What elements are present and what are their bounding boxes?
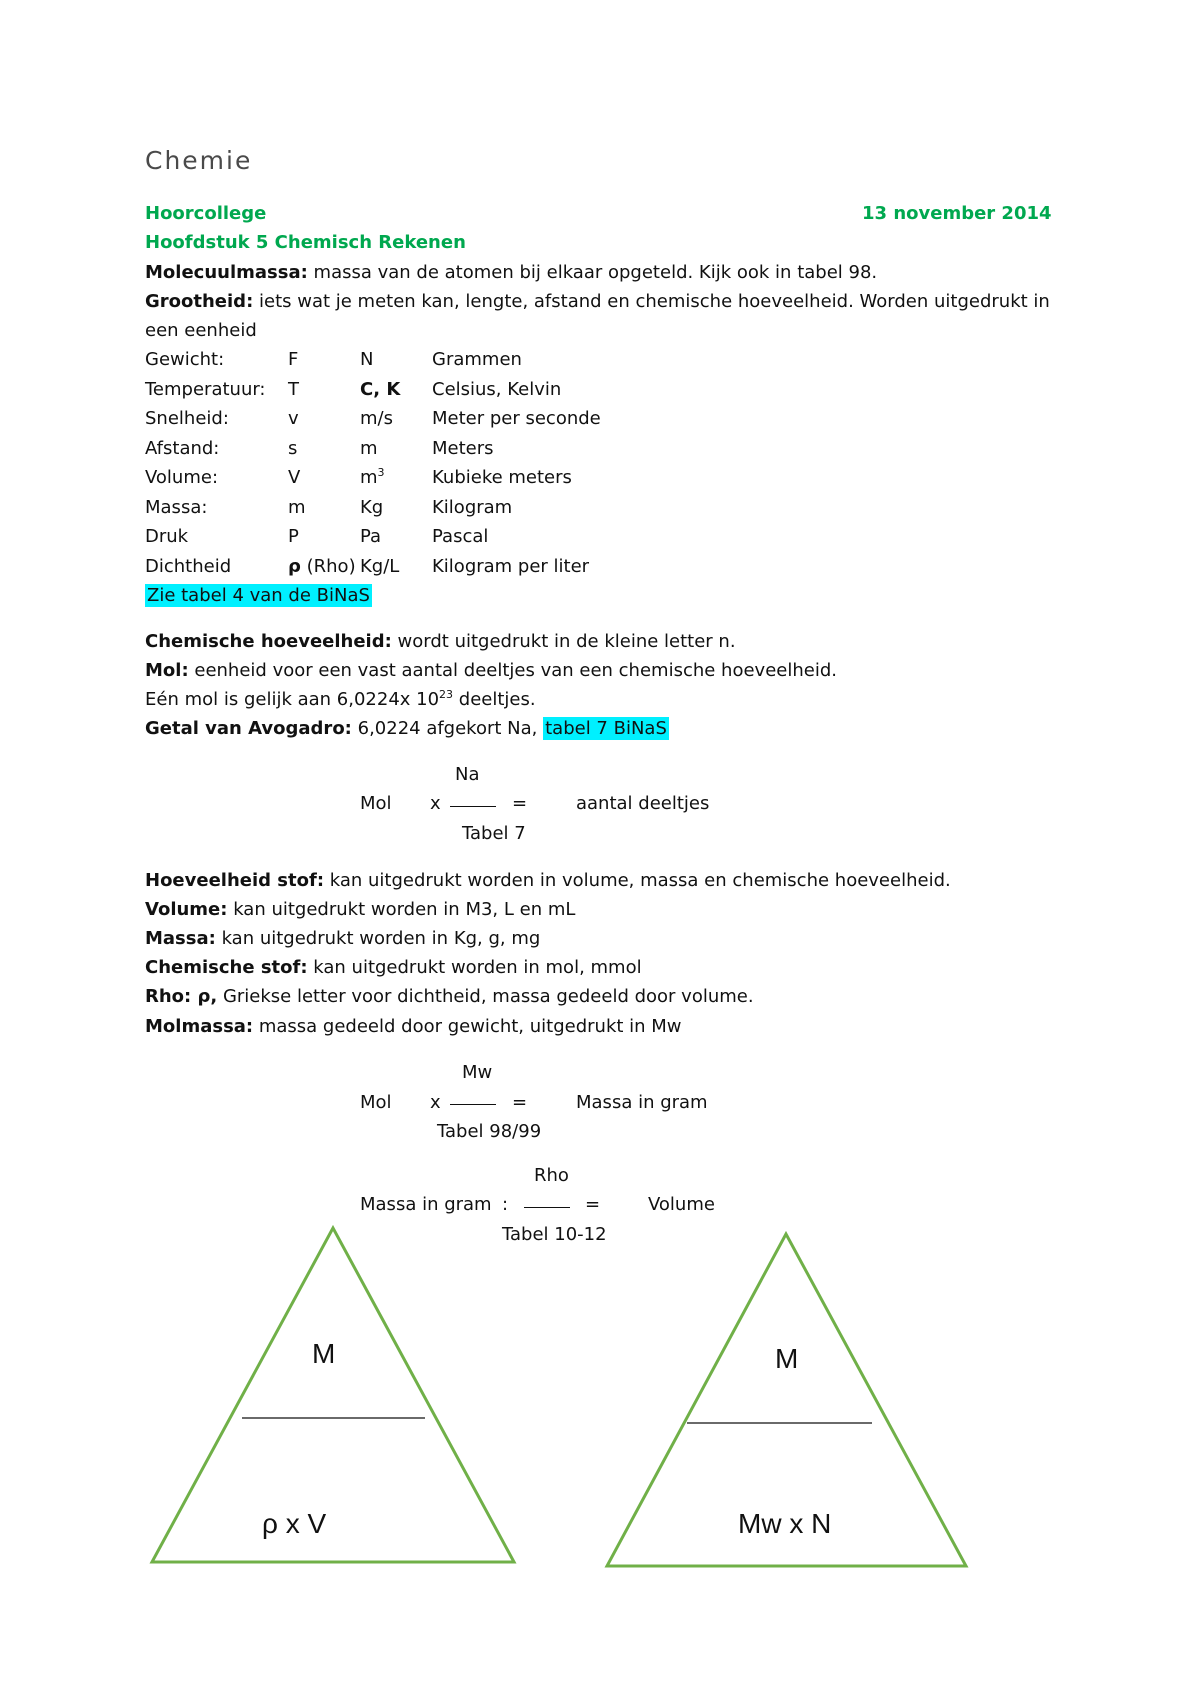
- table-cell: Grammen: [432, 349, 522, 370]
- table-cell: Dichtheid: [145, 555, 232, 577]
- triangle-right-top: M: [775, 1343, 799, 1374]
- table-cell: T: [288, 378, 299, 400]
- table-cell: m/s: [360, 408, 393, 429]
- table-cell: m: [360, 437, 378, 459]
- table-cell: Pascal: [432, 526, 489, 547]
- formula2-mol: Mol: [360, 1092, 392, 1113]
- para-grootheid: Grootheid: iets wat je meten kan, lengte, afstand en chemische hoeveelheid. Worden uitgedrukt in: [145, 291, 1050, 312]
- table-cell: Massa:: [145, 496, 208, 518]
- table-cell: Druk: [145, 526, 189, 547]
- formula2-denominator: Tabel 98/99: [437, 1121, 542, 1142]
- para-hoeveelheid-stof: Hoeveelheid stof: kan uitgedrukt worden in volume, massa en chemische hoeveelheid.: [145, 870, 951, 891]
- triangle-left-top: M: [312, 1338, 336, 1369]
- triangle-left-outline: [152, 1228, 514, 1562]
- para-massa: Massa: kan uitgedrukt worden in Kg, g, mg: [145, 928, 541, 949]
- formula3-left: Massa in gram: [360, 1194, 492, 1215]
- formula1-equals: =: [512, 793, 528, 814]
- table-cell: Temperatuur:: [145, 378, 266, 400]
- table-cell: Kg/L: [360, 555, 400, 577]
- table-cell: Pa: [360, 526, 382, 547]
- header-date: 13 november 2014: [862, 203, 1052, 224]
- table-cell: Meters: [432, 437, 494, 459]
- chapter-heading: Hoofdstuk 5 Chemisch Rekenen: [145, 232, 466, 253]
- formula2-equals: =: [512, 1092, 528, 1113]
- formula3-divide: :: [502, 1194, 509, 1215]
- formula3-equals: =: [585, 1194, 601, 1215]
- table-cell: N: [360, 349, 374, 370]
- table-cell: C, K: [360, 378, 401, 400]
- formula2-result: Massa in gram: [576, 1092, 708, 1113]
- table-cell: m: [288, 496, 306, 518]
- page-title: Chemie: [145, 146, 253, 175]
- para-rho: Rho: ρ, Griekse letter voor dichtheid, massa gedeeld door volume.: [145, 986, 754, 1007]
- table-cell: Volume:: [145, 467, 219, 488]
- header-left: Hoorcollege: [145, 203, 267, 224]
- table-cell: s: [288, 437, 298, 459]
- formula3-denominator: Tabel 10-12: [502, 1224, 607, 1245]
- table-cell: Kg: [360, 496, 384, 518]
- table-cell: Gewicht:: [145, 349, 225, 370]
- table-cell: P: [288, 526, 299, 547]
- table-cell: Afstand:: [145, 437, 220, 459]
- volume-unit-exponent: 3: [377, 466, 385, 479]
- para-chemische-hoeveelheid: Chemische hoeveelheid: wordt uitgedrukt in de kleine letter n.: [145, 631, 736, 652]
- table-cell: Snelheid:: [145, 408, 229, 429]
- para-volume: Volume: kan uitgedrukt worden in M3, L en mL: [145, 899, 576, 920]
- formula3-result: Volume: [648, 1194, 715, 1215]
- para-chemische-stof: Chemische stof: kan uitgedrukt worden in mol, mmol: [145, 957, 642, 978]
- para-molecuulmassa: Molecuulmassa: massa van de atomen bij elkaar opgeteld. Kijk ook in tabel 98.: [145, 262, 878, 283]
- triangle-left-bottom: ρ x V: [262, 1508, 327, 1539]
- formula2-times: x: [430, 1092, 441, 1113]
- para-mol: Mol: eenheid voor een vast aantal deeltjes van een chemische hoeveelheid.: [145, 660, 837, 681]
- table-cell: ρ (Rho): [288, 555, 356, 577]
- triangle-right-bottom: Mw x N: [738, 1508, 832, 1539]
- table-cell: Meter per seconde: [432, 408, 601, 429]
- para-een-mol: Eén mol is gelijk aan 6,0224x $10^{23}$ deeltjes.: [145, 688, 536, 710]
- formula1-numerator: Na: [455, 764, 480, 785]
- binas-note-1: Zie tabel 4 van de BiNaS: [147, 585, 370, 606]
- formula1-result: aantal deeltjes: [576, 793, 710, 814]
- formula3-numerator: Rho: [534, 1165, 569, 1186]
- para-molmassa: Molmassa: massa gedeeld door gewicht, uitgedrukt in Mw: [145, 1016, 682, 1037]
- table-cell: F: [288, 349, 299, 370]
- table-cell: $m^3$: [360, 466, 385, 488]
- para-avogadro: Getal van Avogadro: 6,0224 afgekort Na, tabel 7 BiNaS: [145, 718, 667, 739]
- formula1-mol: Mol: [360, 793, 392, 814]
- table-cell: Kilogram: [432, 496, 513, 518]
- formula1-times: x: [430, 793, 441, 814]
- table-cell: V: [288, 467, 301, 488]
- formula2-numerator: Mw: [462, 1062, 493, 1083]
- table-cell: Kubieke meters: [432, 467, 572, 488]
- para-grootheid-cont: een eenheid: [145, 320, 257, 341]
- table-cell: Kilogram per liter: [432, 555, 590, 577]
- table-cell: Celsius, Kelvin: [432, 378, 562, 400]
- table-cell: v: [288, 408, 299, 429]
- formula1-denominator: Tabel 7: [462, 823, 526, 844]
